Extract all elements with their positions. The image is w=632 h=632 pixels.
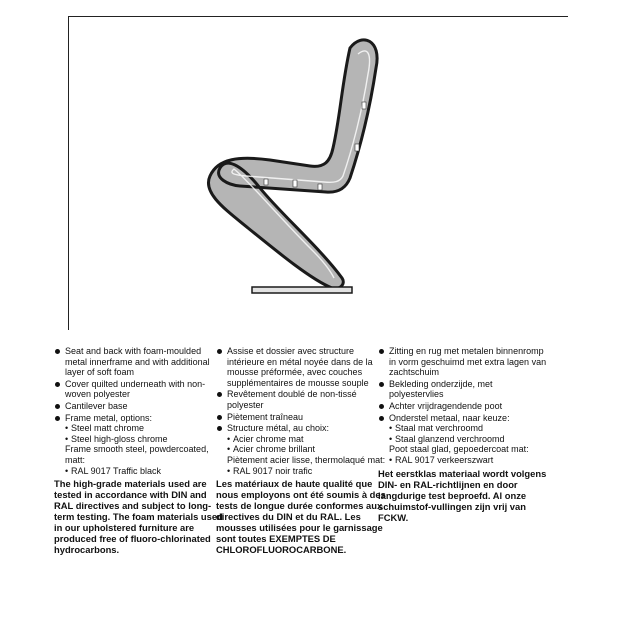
option-note: Poot staal glad, gepoedercoat mat: [389,444,529,455]
option-item: • Staal glanzend verchroomd [389,434,548,445]
feature-item: Achter vrijdragendende poot [378,401,548,412]
option-note: Piètement acier lisse, thermolaqué mat: [227,454,386,465]
materials-note: Les matériaux de haute qualité que nous employons ont été soumis à des tests de longue durée conformes aux directives du DIN et du RAL. Les mousses utilisées pour le garnissage sont toutes EXEMPTES DE CHLOROFLUOROCARBONE. [216,478,386,556]
feature-item: Structure métal, au choix: • Acier chrome mat • Acier chrome brillant Piètement acier lisse, thermolaqué mat: • RAL 9017 noir trafic [216,423,386,476]
option-item: • Acier chrome mat [227,434,386,445]
feature-item: Cover quilted underneath with non-woven polyester [54,379,224,400]
option-item: • Steel high-gloss chrome [65,434,224,445]
option-item: • RAL 9017 noir trafic [227,466,386,477]
chair-illustration [200,28,430,303]
feature-item: Frame metal, options: • Steel matt chrome • Steel high-gloss chrome Frame smooth steel, powdercoated, matt: • RAL 9017 Traffic black [54,413,224,477]
column-french [216,346,386,555]
feature-item: Seat and back with foam-moulded metal innerframe and with additional layer of soft foam [54,346,224,378]
option-note: Frame smooth steel, powdercoated, matt: [65,444,209,465]
option-item: • RAL 9017 Traffic black [65,466,224,477]
option-item: • RAL 9017 verkeerszwart [389,455,548,466]
column-dutch [378,346,548,523]
feature-item: Cantilever base [54,401,224,412]
chair-base-plate [252,287,352,293]
feature-item: Piètement traîneau [216,412,386,423]
chair-shell [208,40,377,289]
option-item: • Steel matt chrome [65,423,224,434]
option-item: • Staal mat verchroomd [389,423,548,434]
frame-top-line [68,16,568,17]
column-english [54,346,224,555]
feature-item: Bekleding onderzijde, met polyestervlies [378,379,548,400]
frame-left-line [68,16,69,330]
materials-note: Het eerstklas materiaal wordt volgens DIN- en RAL-richtlijnen en door langdurige test beproefd. Al onze schuimstof-vullingen zijn vrij van FCKW. [378,467,547,523]
feature-item: Onderstel metaal, naar keuze: • Staal mat verchroomd • Staal glanzend verchroomd Poot staal glad, gepoedercoat mat: • RAL 9017 verkeerszwart [378,413,548,466]
option-item: • Acier chrome brillant [227,444,386,455]
feature-item: Revêtement doublé de non-tissé polyester [216,389,386,410]
materials-note: The high-grade materials used are tested in accordance with DIN and RAL directives and subject to long-term testing. The foam materials used in our upholstered furniture are produced free of fluoro-chlorinated hydrocarbons. [54,478,223,556]
feature-item: Zitting en rug met metalen binnenromp in vorm geschuimd met extra lagen van zachtschuim [378,346,548,378]
feature-item: Assise et dossier avec structure intérieure en métal noyée dans de la mousse préformée, avec couches supplémentaires de mousse souple [216,346,386,388]
